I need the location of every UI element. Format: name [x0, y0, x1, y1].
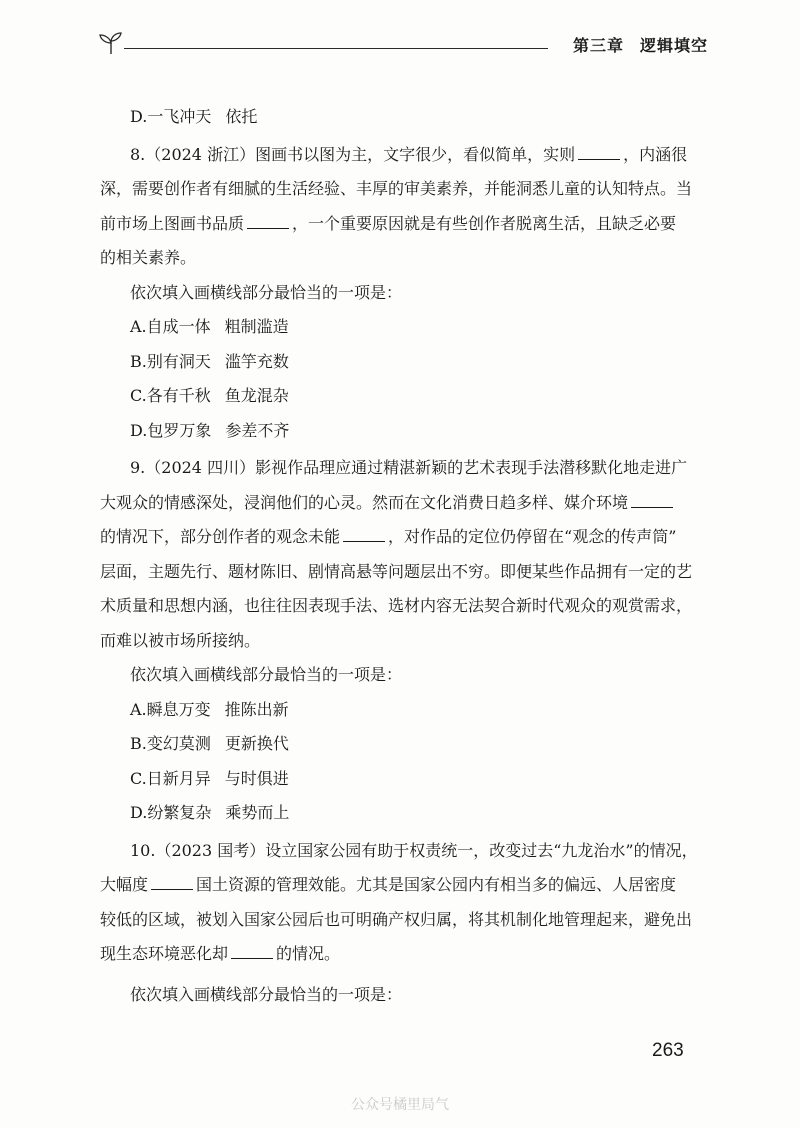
option-b: B.别有洞天 滥竽充数 [130, 351, 289, 371]
header-rule [124, 48, 548, 49]
answer-blank [247, 214, 289, 229]
question-line: 大幅度 国土资源的管理效能。尤其是国家公园内有相当多的偏远、人居密度 [100, 875, 677, 894]
question-line: 较低的区域，被划入国家公园后也可明确产权归属，将其机制化地管理起来，避免出 [100, 909, 693, 929]
question-line: 深，需要创作者有细腻的生活经验、丰厚的审美素养，并能洞悉儿童的认知特点。当 [100, 179, 693, 198]
watermark: 公众号橘里局气 [351, 1097, 449, 1113]
question-line: 层面，主题先行、题材陈旧、剧情高悬等问题层出不穷。即便某些作品拥有一定的艺 [100, 561, 693, 581]
chapter-topic: 逻辑填空 [639, 36, 708, 55]
question-line: 现生态环境恶化却 的情况。 [100, 944, 341, 963]
chapter-heading [573, 33, 708, 56]
question-prompt: 依次填入画横线部分最恰当的一项是： [130, 984, 403, 1004]
answer-blank [631, 493, 673, 508]
option-a: A.瞬息万变 推陈出新 [130, 699, 289, 719]
question-prompt: 依次填入画横线部分最恰当的一项是： [130, 665, 403, 684]
page-header [96, 28, 708, 58]
option-c: C.日新月异 与时俱进 [130, 768, 289, 788]
question-10 [100, 834, 702, 1013]
option-d: D.纷繁复杂 乘势而上 [130, 803, 290, 822]
question-line: 8.（2024 浙江）图画书以图为主，文字很少，看似简单，实则 ，内涵很 [130, 144, 688, 164]
question-8 [100, 138, 702, 449]
question-line: 术质量和思想内涵，也往往因表现手法、选材内容无法契合新时代观众的观赏需求， [100, 596, 693, 615]
answer-blank [231, 944, 273, 959]
question-line: 10.（2023 国考）设立国家公园有助于权责统一，改变过去“九龙治水”的情况， [130, 840, 698, 860]
question-prompt: 依次填入画横线部分最恰当的一项是： [130, 282, 403, 302]
question-line: 前市场上图画书品质 ，一个重要原因就是有些创作者脱离生活，且缺乏必要 [100, 213, 677, 233]
page-number: 263 [652, 1040, 684, 1061]
option-b: B.变幻莫测 更新换代 [130, 734, 289, 753]
answer-blank [151, 875, 193, 890]
page-content [100, 100, 702, 1012]
question-line: 9.（2024 四川）影视作品理应通过精湛新颖的艺术表现手法潜移默化地走进广 [130, 458, 688, 477]
sprout-icon [96, 30, 126, 56]
question-line: 的相关素养。 [100, 248, 197, 267]
answer-blank [343, 527, 385, 542]
option-d: D.一飞冲天 依托 [130, 107, 258, 126]
option-a: A.自成一体 粗制滥造 [130, 317, 289, 336]
question-line: 大观众的情感深处，浸润他们的心灵。然而在文化消费日趋多样、媒介环境 [100, 486, 702, 521]
question-line: 而难以被市场所接纳。 [100, 630, 261, 650]
chapter-label: 第三章 [572, 36, 624, 55]
answer-blank [578, 145, 620, 160]
question-line: 的情况下，部分创作者的观念未能 ，对作品的定位仍停留在“观念的传声筒” [100, 527, 677, 546]
option-d: D.包罗万象 参差不齐 [130, 420, 290, 440]
question-9 [100, 451, 702, 831]
option-c: C.各有千秋 鱼龙混杂 [130, 386, 289, 405]
